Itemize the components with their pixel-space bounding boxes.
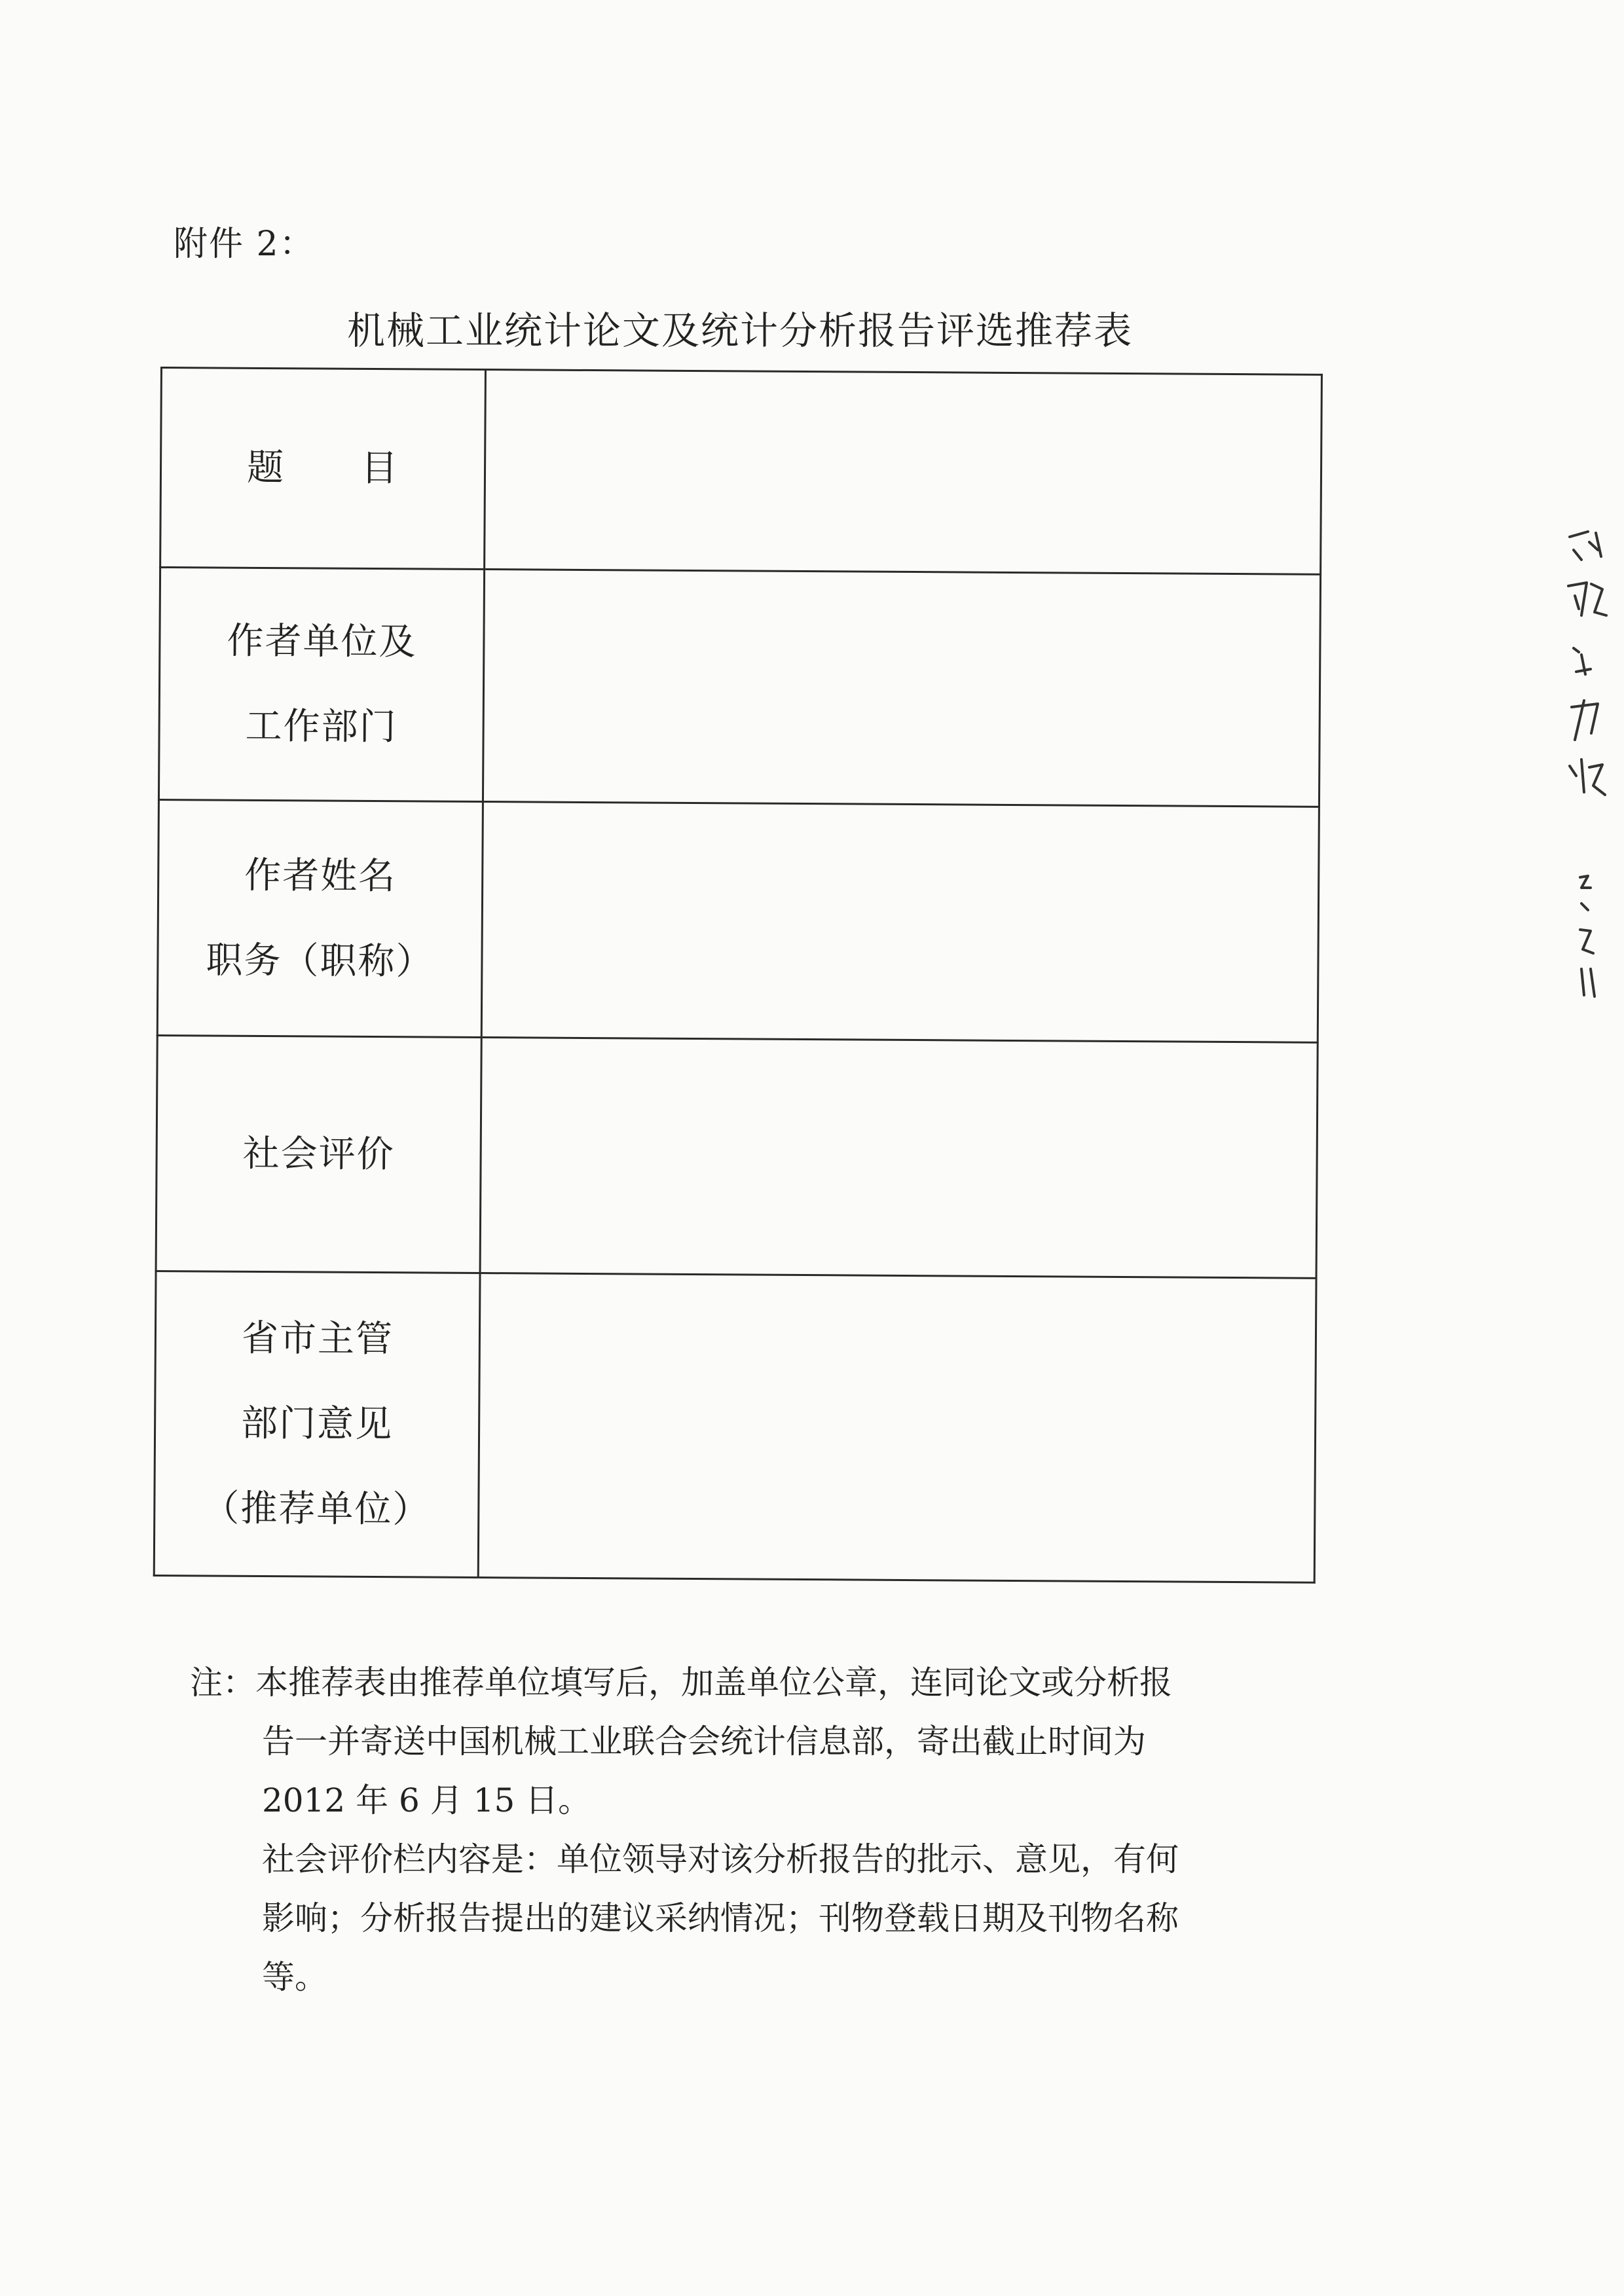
form-row-social-evaluation: [156, 1035, 1318, 1278]
note-line-6: 等。: [262, 1958, 327, 1996]
note-line-5: 影响；分析报告提出的建议采纳情况；刊物登载日期及刊物名称: [262, 1899, 1179, 1937]
form-label-title: [160, 368, 486, 570]
form-note: [190, 1653, 1342, 2007]
form-label-author-unit: [158, 568, 484, 802]
note-line-2: 告一并寄送中国机械工业联合会统计信息部，寄出截止时间为: [262, 1722, 1146, 1760]
form-label-author-name: [157, 799, 483, 1037]
title-value-cell[interactable]: [485, 370, 1322, 575]
social-evaluation-value-cell[interactable]: [480, 1038, 1318, 1279]
note-line-1: [190, 1653, 1342, 1712]
label-line: 题 目: [246, 446, 399, 490]
form-title: 机械工业统计论文及统计分析报告评选推荐表: [346, 308, 1133, 353]
label-line: （推荐单位）: [202, 1487, 431, 1531]
recommendation-form-table: [153, 367, 1323, 1584]
attachment-label: 附件 2：: [174, 225, 315, 264]
label-line: 职务（职称）: [206, 938, 434, 983]
form-row-title: [160, 368, 1322, 575]
form-row-author-name: [157, 799, 1319, 1042]
form-label-department-opinion: [154, 1271, 480, 1577]
label-line: 部门意见: [240, 1402, 394, 1446]
note-text: 本推荐表由推荐单位填写后，加盖单位公章，连同论文或分析报: [255, 1664, 1172, 1702]
handwritten-annotation: [1562, 524, 1614, 1021]
note-line-3: 2012 年 6 月 15 日。: [262, 1781, 591, 1819]
note-line-4: 社会评价栏内容是：单位领导对该分析报告的批示、意见，有何: [262, 1840, 1179, 1878]
department-opinion-value-cell[interactable]: [478, 1273, 1316, 1583]
note-prefix: 注：: [190, 1664, 255, 1702]
label-line: 省市主管: [241, 1317, 394, 1361]
author-unit-value-cell[interactable]: [483, 570, 1320, 807]
label-line: 作者单位及: [227, 619, 417, 664]
label-line: 社会评价: [242, 1132, 395, 1176]
form-row-department-opinion: [154, 1271, 1316, 1582]
label-line: 工作部门: [245, 704, 397, 749]
label-line: 作者姓名: [244, 854, 397, 898]
form-label-social-evaluation: [156, 1035, 481, 1273]
form-row-author-unit: [158, 568, 1320, 807]
author-name-value-cell[interactable]: [481, 802, 1319, 1043]
